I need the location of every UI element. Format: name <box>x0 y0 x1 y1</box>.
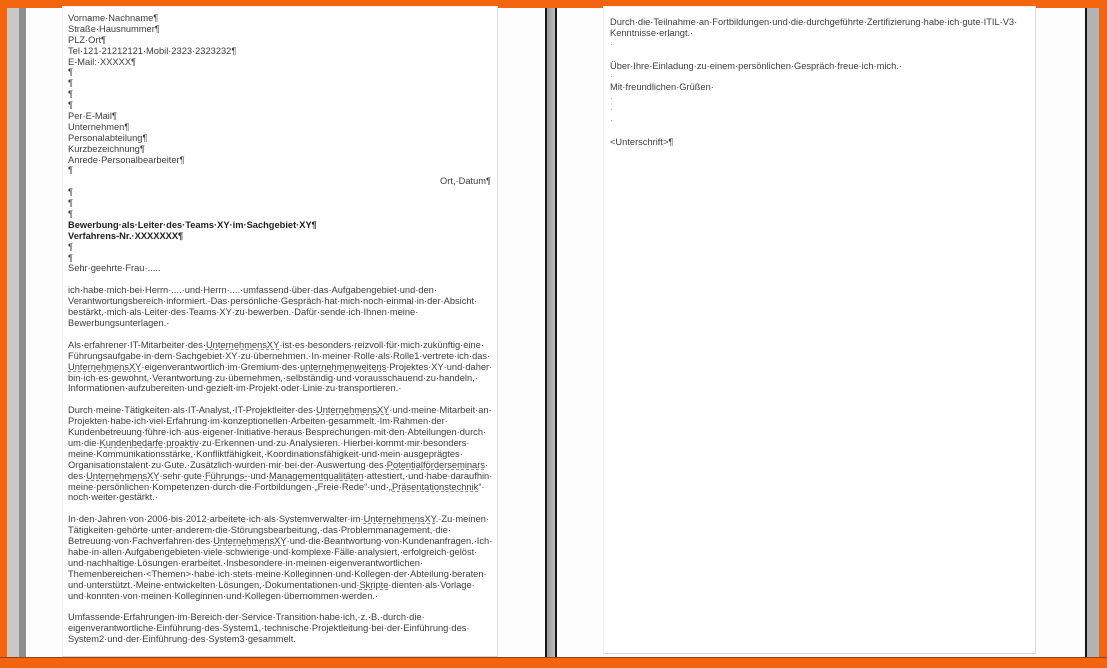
text-segment: ·​des·​ <box>68 459 489 481</box>
salutation: Sehr·​geehrte·​Frau·​..... <box>68 263 161 274</box>
doc-line: ¶ <box>68 198 73 209</box>
doc-line: Kurzbezeichnung¶ <box>68 143 145 154</box>
page2-scrollbar[interactable] <box>1085 8 1099 657</box>
body-paragraphs <box>68 285 493 645</box>
space-mark-line: · <box>610 104 614 115</box>
doc-line <box>610 126 1033 137</box>
doc-line: ¶ <box>68 100 73 111</box>
doc-line <box>610 50 1033 61</box>
doc-line: Anrede·​Personalbearbeiter¶ <box>68 154 185 165</box>
page2-text-area[interactable] <box>603 6 1036 654</box>
page1-text-area[interactable] <box>62 6 498 657</box>
text-segment: Als·​erfahrener·​IT-Mitarbeiter·​des·​ <box>68 339 206 350</box>
doc-line: Personalabteilung¶ <box>68 132 148 143</box>
paragraph <box>68 405 493 503</box>
doc-line: Durch·​die·​Teilnahme·​an·​Fortbildungen·​und·​die·​durchgeführte·​Zertifizierung·​habe·​ich·​gute·​ITIL·​V3·​Kenntnisse·​erlangt.·​ <box>610 17 1018 38</box>
doc-line: ¶ <box>68 165 73 176</box>
page1-scrollbar[interactable] <box>545 8 557 657</box>
left-edge-strip-dark <box>19 8 26 657</box>
text-segment: Umfassende·​Erfahrungen·​im·​Bereich·​der·​Service·​Transition·​habe·​ich,·​z.·​B.·​durch·​die·​eigenverantwortliche·​Einführung·​des·​System1,·​technische·​Projektleitung·​bei·​der·​Einführung·​des·​System2·​und·​der·​Einführung·​des·​System3·​gesammelt. <box>68 612 470 645</box>
space-mark-line: · <box>610 38 614 49</box>
spellcheck-underlined-text: UnternehmensXY <box>363 514 436 525</box>
page-1 <box>26 8 545 657</box>
page2-lines <box>610 17 1033 148</box>
subject-block <box>68 220 493 242</box>
doc-line: ¶ <box>68 252 73 263</box>
spellcheck-underlined-text: UnternehmensXY <box>86 470 160 481</box>
spellcheck-underlined-text: Kundenbedarfe·​proaktiv <box>99 437 199 448</box>
doc-line: Vorname·​Nachname¶ <box>68 13 159 23</box>
space-mark-line: · <box>610 93 614 104</box>
space-mark-line: · <box>610 71 614 82</box>
doc-line: Verfahrens-Nr.·​XXXXXXX¶ <box>68 230 184 241</box>
doc-line: PLZ·​Ort¶ <box>68 34 107 45</box>
spellcheck-underlined-text: UnternehmensXY <box>68 361 142 372</box>
text-segment: ·​ist·​es·​besonders·​reizvoll·​für·​mich·​zukünftig·​eine·​Führungsaufgabe·​in·​dem·​Sachgebiet·​XY·​zu·​übernehmen.·​In·​meiner·​Rolle·​als·​Rolle1·​vertrete·​ich·​das·​ <box>68 339 491 361</box>
text-segment: ·​und·​ <box>247 470 270 481</box>
frame-border-bottom <box>0 657 1107 668</box>
frame-border-right <box>1099 0 1107 668</box>
text-segment: ·​Projektes·​XY·​und·​daher·​bin·​ich·​es·​gewohnt,·​Verantwortung·​zu·​übernehmen,·​selbständig·​und·​vorausschauend·​zu·​handeln,·​Informationen·​aufzubereiten·​und·​gezielt·​im·​Projekt·​oder·​Linie·​zu·​transportieren.·​ <box>68 361 493 394</box>
spellcheck-underlined-text: UnternehmensXY <box>213 536 287 547</box>
address-block <box>68 13 493 176</box>
spellcheck-underlined-text: UnternehmensXY <box>205 339 280 350</box>
doc-line: ¶ <box>68 209 73 220</box>
spellcheck-underlined-text: Präsentationstechnik <box>392 481 479 492</box>
doc-line: <Unterschrift>¶ <box>610 136 674 147</box>
paragraph <box>68 340 493 395</box>
doc-line: ¶ <box>68 241 73 252</box>
paragraph <box>68 285 493 329</box>
doc-line: Bewerbung·​als·​Leiter·​des·​Teams·​XY·​im·​Sachgebiet·​XY¶ <box>68 219 317 230</box>
frame-border-left <box>0 0 7 668</box>
paragraph <box>68 612 493 645</box>
doc-line: Tel·​121·​21212121·​Mobil·​2323·​2323232¶ <box>68 45 237 56</box>
spellcheck-underlined-text: unternehmenweitens <box>300 361 387 372</box>
space-mark-line: · <box>610 115 614 126</box>
doc-line: Per·​E-Mail¶ <box>68 111 117 122</box>
text-segment: ·​zu·​Erkennen·​und·​zu·​Analysieren.·​Hierbei·​kommt·​mir·​besonders·​meine·​Kommunikationsstärke,·​Konfliktfähigkeit,·​Koordinationsfähigkeit·​und·​mein·​ausgeprägtes·​Organisationstalent·​zu·​Gute.·​Zusätzlich·​wurden·​mir·​bei·​der·​Auswertung·​des·​ <box>68 437 470 470</box>
gap-pilcrows <box>68 187 493 220</box>
spellcheck-underlined-text: UnternehmensXY <box>316 405 390 416</box>
text-segment: In·​den·​Jahren·​von·​2006·​bis·​2012·​arbeitete·​ich·​als·​Systemverwalter·​im·​ <box>68 514 364 525</box>
paragraph <box>68 514 493 601</box>
spellcheck-underlined-text: Skripte <box>359 579 389 590</box>
doc-line: ¶ <box>68 89 73 100</box>
text-segment: .·​Zu·​meinen·​Tätigkeiten·​gehörte·​unter·​anderem·​die·​Störungsbearbeitung,·​das·​Problemmanagement,·​die·​Betreuung·​von·​Fachverfahren·​des·​ <box>68 514 489 547</box>
doc-line: Unternehmen¶ <box>68 121 130 132</box>
spellcheck-underlined-text: Potentialförderseminars <box>386 459 485 470</box>
doc-line: Straße·​Hausnummer¶ <box>68 23 160 34</box>
text-segment: Durch·​meine·​Tätigkeiten·​als·​IT-Analyst,·​IT-Projektleiter·​des·​ <box>68 405 316 416</box>
spellcheck-underlined-text: Managementqualitäten <box>269 470 364 481</box>
date-line: Ort,·​Datum¶ <box>440 176 491 187</box>
text-segment: ich·​habe·​mich·​bei·​Herrn·​....·​und·​Herrn·​....·​umfassend·​über·​das·​Aufgabengebiet·​und·​den·​Verantwortungsbereich·​informiert.·​Das·​persönliche·​Gespräch·​hat·​mich·​noch·​einmal·​in·​der·​Absicht·​bestärkt,·​mich·​als·​Leiter·​des·​Teams·​XY·​zu·​bewerben.·​Dafür·​sende·​ich·​Ihnen·​meine·​Bewerbungsunterlagen.·​ <box>68 285 478 328</box>
text-segment: ·​und·​meine·​Mitarbeit·​an·​Projekten·​habe·​ich·​viel·​Erfahrung·​im·​konzeptionellen·​Arbeiten·​gesammelt.·​Im·​Rahmen·​der·​Kundenbetreuung·​führe·​ich·​aus·​eigener·​Initiative·​heraus·​Besprechungen·​mit·​den·​Abteilungen·​durch·​um·​die·​ <box>68 405 492 448</box>
doc-line: ¶ <box>68 78 73 89</box>
page-2 <box>557 8 1085 657</box>
doc-line: ¶ <box>68 67 73 78</box>
doc-line: Mit·​freundlichen·​Grüßen·​ <box>610 82 714 93</box>
doc-line: ¶ <box>68 187 73 198</box>
text-segment: ·​sehr·​gute·​ <box>159 470 205 481</box>
doc-line: E-Mail:·​XXXXX¶ <box>68 56 137 67</box>
doc-line: Über·​Ihre·​Einladung·​zu·​einem·​persönlichen·​Gespräch·​freue·​ich·​mich.·​ <box>610 60 902 71</box>
text-segment: “·​noch·​weiter·​gestärkt.·​ <box>68 481 485 503</box>
spellcheck-underlined-text: Führungs- <box>204 470 248 481</box>
text-segment: ·​und·​die·​Beantwortung·​von·​Kundenanfragen.·​Ich·​habe·​in·​allen·​Aufgabengebieten·​viele·​schwierige·​und·​komplexe·​Fälle·​analysiert,·​erfolgreich·​gelöst·​und·​nachhaltige·​Lösungen·​erarbeitet.·​Insbesondere·​in·​meinen·​eigenverantwortlichen·​Themenbereichen·​<Themen>·​habe·​ich·​stets·​meine·​Kolleginnen·​und·​Kollegen·​der·​Abteilung·​beraten·​und·​unterstützt.·​Meine·​entwickelten·​Lösungen,·​Dokumentationen·​und·​ <box>68 536 493 590</box>
text-segment: ·​attestiert,·​und·​habe·​daraufhin·​meine·​persönlichen·​Kompetenzen·​durch·​die·​Fortbildungen·​„Freie·​Rede“·​und·​„ <box>68 470 493 492</box>
post-subject-pilcrows <box>68 242 493 264</box>
text-segment: ·​dienten·​als·​Vorlage·​und·​konnten·​von·​meinen·​Kolleginnen·​und·​Kollegen·​übernommen·​werden.·​ <box>68 579 475 601</box>
left-edge-strip <box>7 8 19 657</box>
text-segment: ·​eigenverantwortlich·​im·​Gremium·​des·​ <box>141 361 300 372</box>
